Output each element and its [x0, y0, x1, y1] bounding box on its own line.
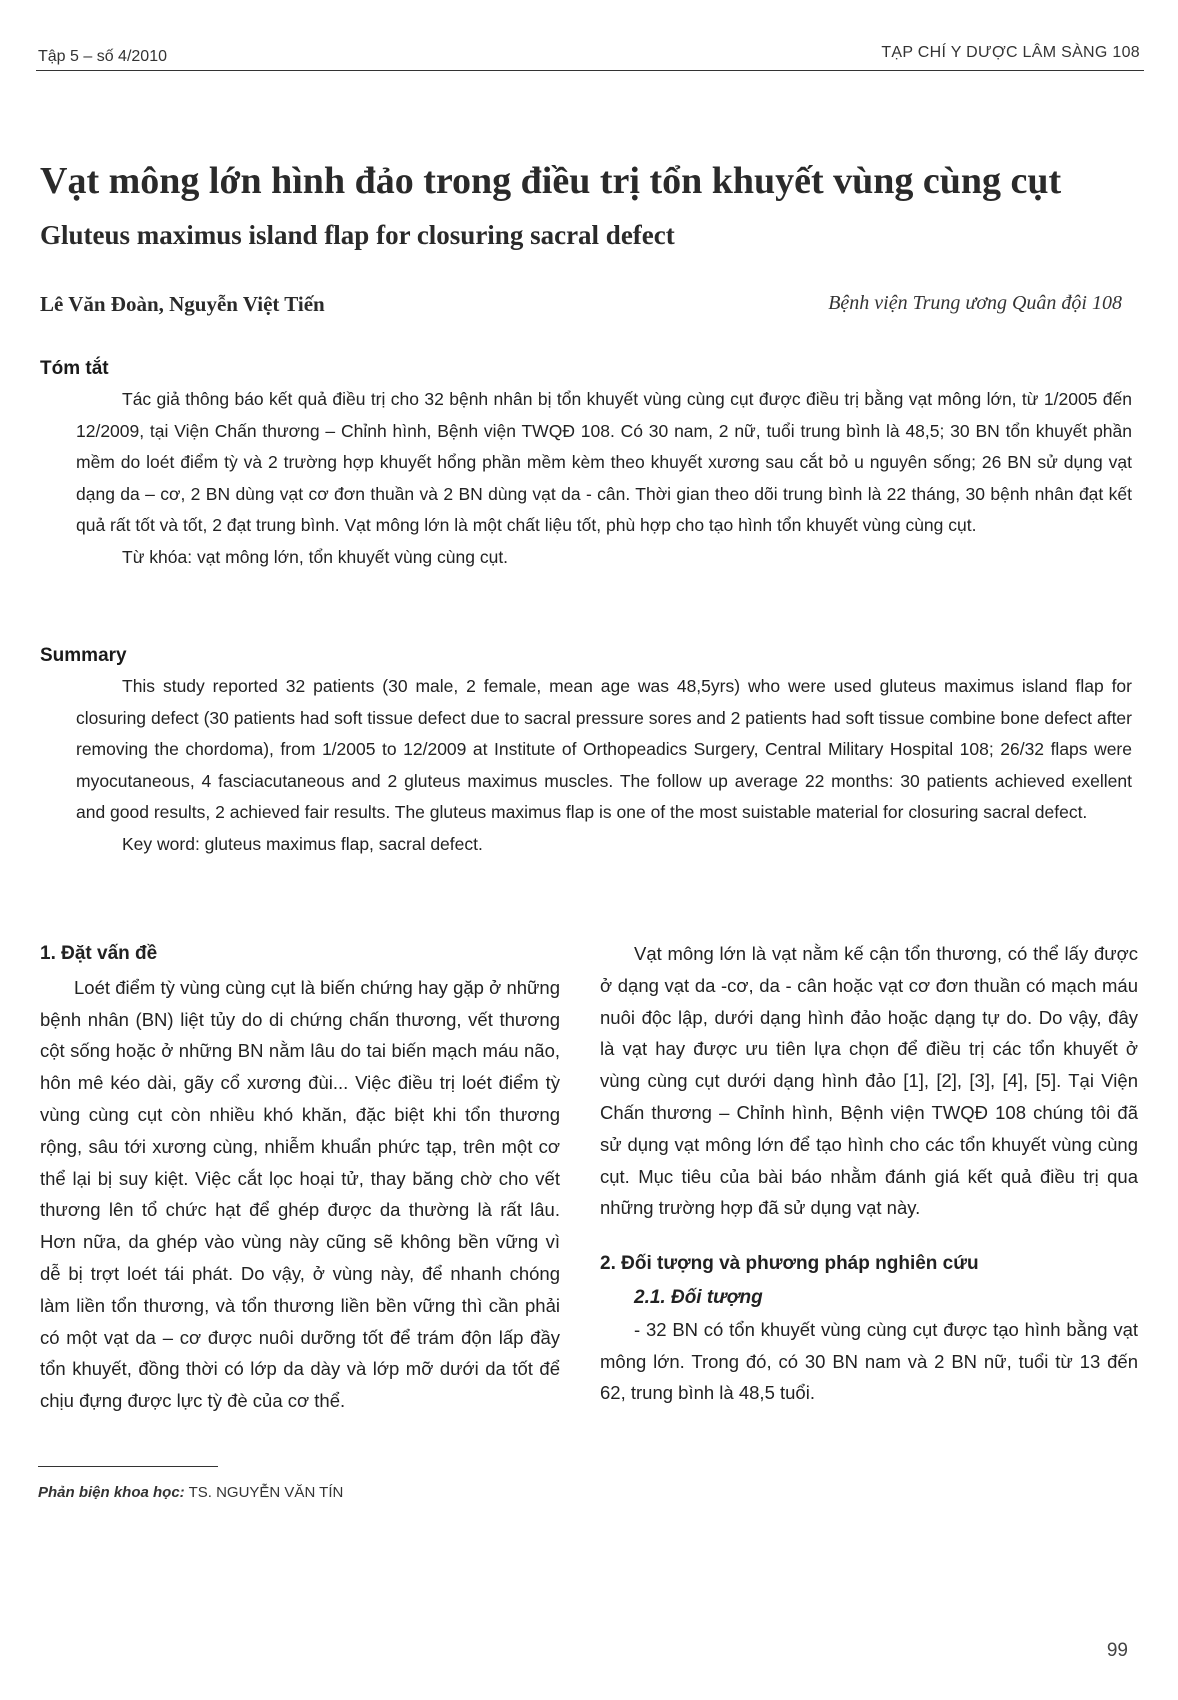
article-title-vi: Vạt mông lớn hình đảo trong điều trị tổn khuyết vùng cùng cụt	[40, 160, 1062, 202]
article-title-en: Gluteus maximus island flap for closuring sacral defect	[40, 220, 675, 250]
summary-heading: Summary	[40, 645, 127, 666]
summary-body: This study reported 32 patients (30 male, 2 female, mean age was 48,5yrs) who were used gluteus maximus island flap for closuring defect (30 patients had soft tissue defect due to sacral pressure sores and 2 patients had soft tissue combine bone defect after removing the chordoma), from 1/2005 to 12/2009 at Institute of Orthopeadics Surgery, Central Military Hospital 108; 26/32 flaps were myocutaneous, 4 fasciacutaneous and 2 gluteus maximus muscles. The follow up average 22 months: 30 patients achieved exellent and good results, 2 achieved fair results. The gluteus maximus flap is one of the most suistable material for closuring sacral defect.	[76, 676, 1132, 822]
running-header-journal: TẠP CHÍ Y DƯỢC LÂM SÀNG 108	[881, 44, 1140, 61]
author-affiliation: Bệnh viện Trung ương Quân đội 108	[828, 292, 1122, 314]
summary	[76, 671, 1132, 860]
author-list: Lê Văn Đoàn, Nguyễn Việt Tiến	[40, 292, 325, 316]
body-column-right	[600, 938, 1138, 1409]
section-1-paragraph-2: Vạt mông lớn là vạt nằm kế cận tổn thương, có thể lấy được ở dạng vạt da -cơ, da - cân hoặc vạt cơ đơn thuần có mạch máu nuôi độc lập, dưới dạng hình đảo hoặc dạng tự do. Do vậy, đây là vạt hay được ưu tiên lựa chọn để điều trị các tổn khuyết ở vùng cùng cụt dưới dạng hình đảo [1], [2], [3], [4], [5]. Tại Viện Chấn thương – Chỉnh hình, Bệnh viện TWQĐ 108 chúng tôi đã sử dụng vạt mông lớn để tạo hình cho các tổn khuyết vùng cùng cụt. Mục tiêu của bài báo nhằm đánh giá kết quả điều trị qua những trường hợp đã sử dụng vạt này.	[600, 943, 1138, 1219]
running-header-issue: Tập 5 – số 4/2010	[38, 48, 167, 65]
section-1-paragraph-1: Loét điểm tỳ vùng cùng cụt là biến chứng hay gặp ở những bệnh nhân (BN) liệt tủy do di chứng chấn thương, vết thương cột sống hoặc ở những BN nằm lâu do tai biến mạch máu não, hôn mê kéo dài, gãy cổ xương đùi... Việc điều trị loét điểm tỳ vùng cùng cụt còn nhiều khó khăn, đặc biệt khi tổn thương rộng, sâu tới xương cùng, nhiễm khuẩn phức tạp, trên một cơ thể lại bị suy kiệt. Việc cắt lọc hoại tử, thay băng chờ cho vết thương lên tổ chức hạt để ghép được da thường là rất lâu. Hơn nữa, da ghép vào vùng này cũng sẽ không bền vững vì dễ bị trợt loét tái phát. Do vậy, ở vùng này, để nhanh chóng làm liền tổn thương, và tổn thương liền bền vững thì cần phải có một vạt da – cơ được nuôi dưỡng tốt để trám độn lấp đầy tổn khuyết, đồng thời có lớp da dày và lớp mỡ dưới da tốt để chịu đựng được lực tỳ đè của cơ thể.	[40, 976, 560, 1412]
reviewer-name: TS. NGUYỄN VĂN TÍN	[184, 1484, 344, 1501]
summary-keywords: Key word: gluteus maximus flap, sacral defect.	[122, 833, 483, 854]
page-number: 99	[1106, 1640, 1128, 1661]
footnote-rule	[38, 1466, 218, 1467]
section-1-heading: 1. Đặt vấn đề	[40, 943, 158, 964]
body-column-left	[40, 938, 560, 1417]
section-2-1-paragraph-1: - 32 BN có tổn khuyết vùng cùng cụt được tạo hình bằng vạt mông lớn. Trong đó, có 30 BN nam và 2 BN nữ, tuổi từ 13 đến 62, trung bình là 48,5 tuổi.	[600, 1318, 1138, 1404]
reviewer-label: Phản biện khoa học:	[38, 1484, 185, 1501]
section-2-heading: 2. Đối tượng và phương pháp nghiên cứu	[600, 1253, 979, 1275]
abstract-vi-heading: Tóm tắt	[40, 358, 109, 379]
abstract-vi-body: Tác giả thông báo kết quả điều trị cho 32 bệnh nhân bị tổn khuyết vùng cùng cụt được điều trị bằng vạt mông lớn, từ 1/2005 đến 12/2009, tại Viện Chấn thương – Chỉnh hình, Bệnh viện TWQĐ 108. Có 30 nam, 2 nữ, tuổi trung bình là 48,5; 30 BN tổn khuyết phần mềm do loét điểm tỳ và 2 trường hợp khuyết hổng phần mềm kèm theo khuyết xương sau cắt bỏ u nguyên sống; 26 BN sử dụng vạt dạng da – cơ, 2 BN dùng vạt cơ đơn thuần và 2 BN dùng vạt da - cân. Thời gian theo dõi trung bình là 22 tháng, 30 bệnh nhân đạt kết quả rất tốt và tốt, 2 đạt trung bình. Vạt mông lớn là một chất liệu tốt, phù hợp cho tạo hình tổn khuyết vùng cùng cụt.	[76, 389, 1132, 535]
abstract-vi-keywords: Từ khóa: vạt mông lớn, tổn khuyết vùng cùng cụt.	[122, 546, 509, 567]
reviewer-footnote	[38, 1484, 343, 1501]
header-rule	[36, 70, 1144, 71]
abstract-vi	[76, 384, 1132, 573]
section-2-1-heading: 2.1. Đối tượng	[634, 1286, 763, 1308]
